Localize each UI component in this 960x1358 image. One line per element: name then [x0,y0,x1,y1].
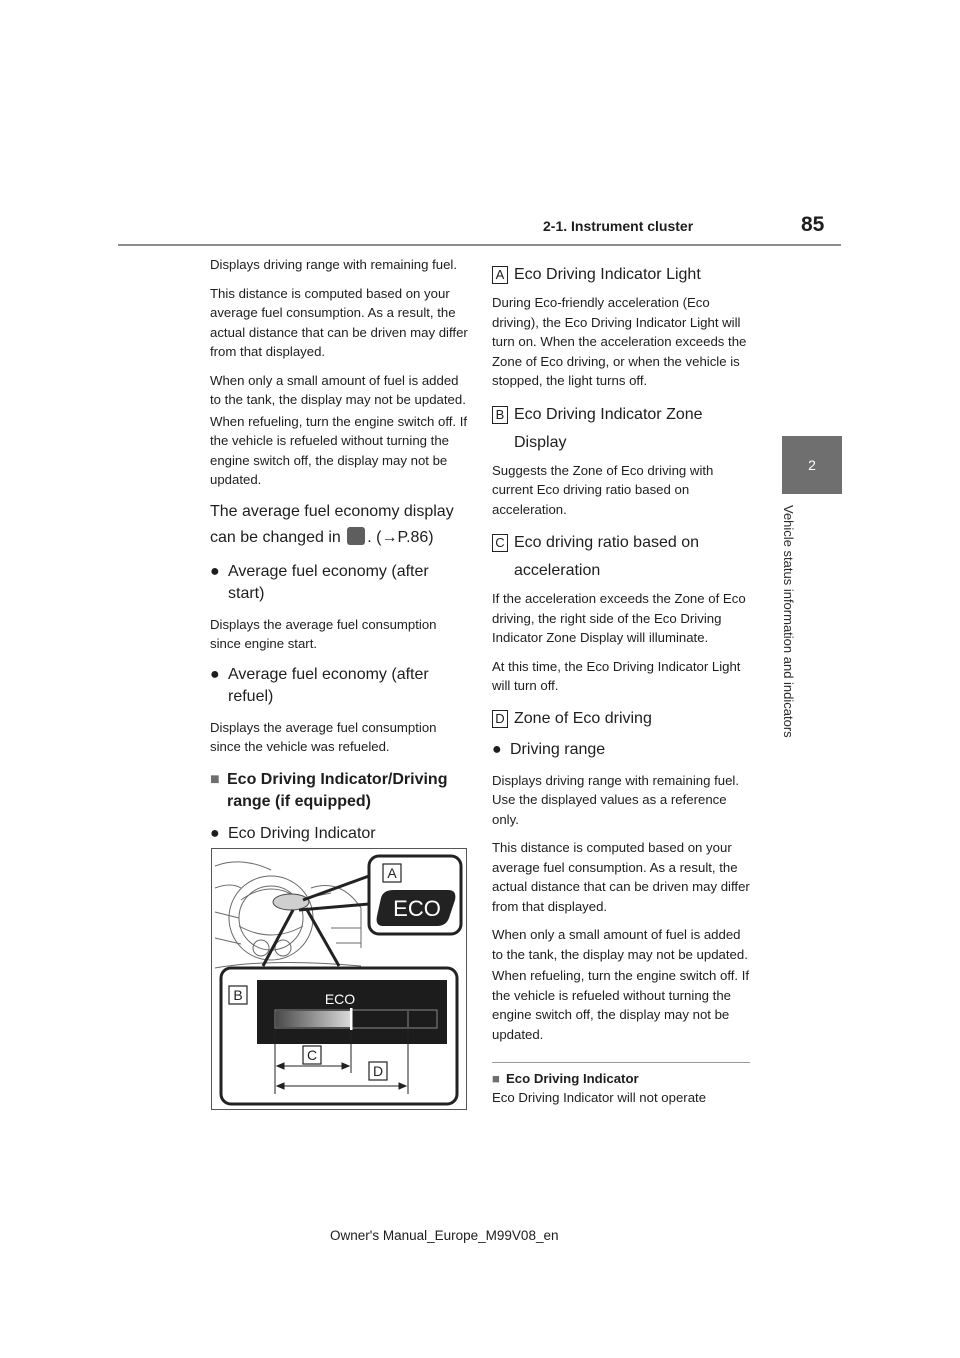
list-item [210,664,468,708]
heading-text: Eco Driving Indicator/Driving range (if equipped) [227,770,448,810]
bullet-icon: ● [210,562,220,580]
item-c-heading [492,529,750,585]
letter-b-box: B [492,406,508,424]
paragraph: When refueling, turn the engine switch off. If the vehicle is refueled without turning the engine switch off, the display may not be updated. [492,968,750,1042]
letter-c-box: C [492,534,508,552]
paragraph: If the acceleration exceeds the Zone of Eco driving, the right side of the Eco Driving Indicator Zone Display will illuminate. [492,591,746,645]
label-a: A [387,865,397,881]
paragraph: Displays driving range with remaining fuel. [210,257,458,272]
paragraph: Suggests the Zone of Eco driving with current Eco driving ratio based on acceleration. [492,462,714,517]
item-c-title: Eco driving ratio based on acceleration [514,534,699,579]
list-item [492,739,750,761]
paragraph: Displays the average fuel consumption since engine start. [210,616,437,651]
label-b: B [233,987,243,1003]
chapter-number: 2 [808,457,816,473]
bullet-text: Driving range [510,740,606,758]
settings-gear-icon [347,527,365,545]
left-column [210,255,468,855]
paragraph: Displays the average fuel consumption since the vehicle was refueled. [210,719,437,754]
bullet-text: Eco Driving Indicator [228,824,376,842]
bullet-icon: ● [492,740,502,758]
label-c: C [306,1047,318,1063]
paragraph: During Eco-friendly acceleration (Eco driving), the Eco Driving Indicator Light will turn on. When the acceleration exceeds the Zone of Eco driving, or when the vehicle is stopped, the light turns off. [492,295,747,388]
note-heading [492,1069,750,1088]
item-a-title: Eco Driving Indicator Light [514,266,701,283]
section-title: 2-1. Instrument cluster [543,218,694,234]
footer-text: Owner's Manual_Europe_M99V08_en [330,1228,559,1243]
list-item [210,823,468,845]
note-divider [492,1062,750,1063]
chapter-title: Vehicle status information and indicators [781,505,796,738]
letter-a-box: A [492,266,508,284]
eco-zone-marker [350,1008,353,1030]
item-d-heading [492,705,750,733]
paragraph: When refueling, turn the engine switch off. If the vehicle is refueled without turning the engine switch off, the display may not be updated. [210,413,468,487]
paragraph: Displays driving range with remaining fuel. Use the displayed values as a reference only. [492,772,740,827]
chapter-side-label [781,505,808,775]
paragraph: When only a small amount of fuel is added to the tank, the display may not be updated. [210,372,466,407]
list-item [210,561,468,605]
eco-zone-bar-fill [276,1011,350,1027]
item-b-heading [492,401,750,457]
avg-text-after: . (→P.86) [367,528,434,546]
avg-text-before: The average fuel economy display can be changed in [210,502,454,546]
eco-indicator-illustration [211,848,467,1110]
square-bullet-icon: ■ [492,1071,500,1086]
paragraph: This distance is computed based on your average fuel consumption. As a result, the actual distance that can be driven may differ from that displayed. [492,840,750,914]
header-divider [118,244,841,246]
bullet-icon: ● [210,665,220,683]
eco-badge-text: ECO [393,896,441,921]
paragraph: At this time, the Eco Driving Indicator Light will turn off. [492,658,741,693]
item-b-title: Eco Driving Indicator Zone Display [514,405,703,451]
note-title-text: Eco Driving Indicator [506,1071,639,1086]
chapter-tab [782,436,842,494]
paragraph: When only a small amount of fuel is added to the tank, the display may not be updated. [492,927,748,962]
bullet-text: Average fuel economy (after refuel) [228,665,429,705]
item-d-title: Zone of Eco driving [514,709,652,727]
right-column [492,259,750,1117]
eco-zone-title: ECO [324,991,356,1007]
letter-d-box: D [492,710,508,728]
bullet-icon: ● [210,824,220,842]
illustration-svg [211,848,467,1110]
bullet-text: Average fuel economy (after start) [228,562,429,602]
section-heading [210,769,468,813]
label-d: D [372,1063,384,1079]
highlight-spot [273,894,309,910]
square-bullet-icon: ■ [210,770,220,788]
paragraph: This distance is computed based on your average fuel consumption. As a result, the actual distance that can be driven may differ from that displayed. [210,285,468,359]
item-a-heading [492,261,750,289]
paragraph: Eco Driving Indicator will not operate [492,1090,707,1105]
page-number: 85 [801,213,825,236]
average-fuel-display-note [210,499,468,551]
